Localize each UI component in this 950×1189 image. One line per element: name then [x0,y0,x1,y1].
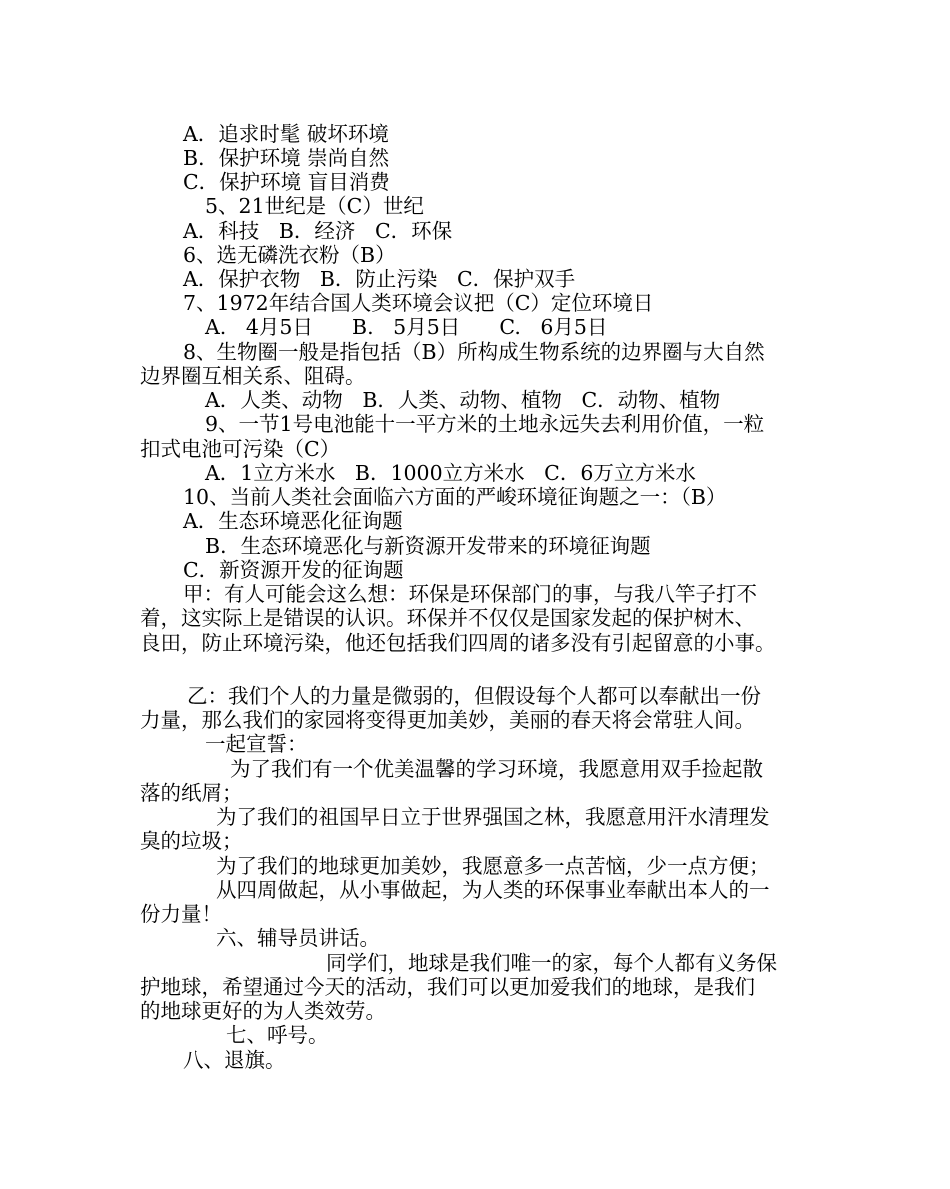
paragraph-line: 力量，那么我们的家园将变得更加美妙，美丽的春天将会常驻人间。 [140,708,755,732]
paragraph-line: 良田，防止环境污染，他还包括我们四周的诸多没有引起留意的小事。 [140,631,776,655]
section-heading: 八、退旗。 [183,1048,286,1072]
question-line: 6、选无磷洗衣粉（B） [183,243,396,267]
paragraph-line: 一起宣誓： [205,732,308,756]
option-line: A. 4月5日 B. 5月5日 C. 6月5日 [205,315,608,339]
paragraph-line: 同学们，地球是我们唯一的家，每个人都有义务保 [326,951,777,975]
option-line: C．新资源开发的征询题 [183,558,404,582]
option-line: B．生态环境恶化与新资源开发带来的环境征询题 [205,534,651,558]
option-line: A．追求时髦 破坏环境 [183,122,389,146]
question-line: 9、一节1号电池能十一平方米的土地永远失去利用价值，一粒 [205,412,765,436]
option-line: A．人类、动物 B．人类、动物、植物 C．动物、植物 [205,388,721,412]
oath-line: 为了我们的地球更加美妙，我愿意多一点苦恼，少一点方便； [216,854,770,878]
question-line: 边界圈互相关系、阻碍。 [140,364,366,388]
question-line: 8、生物圈一般是指包括（B）所构成生物系统的边界圈与大自然 [183,340,765,364]
section-heading: 六、辅导员讲话。 [216,926,380,950]
question-line: 5、21世纪是（C）世纪 [205,194,424,218]
option-line: A．科技 B．经济 C．环保 [183,219,453,243]
paragraph-line: 的地球更好的为人类效劳。 [140,999,386,1023]
paragraph-line: 着，这实际上是错误的认识。环保并不仅仅是国家发起的保护树木、 [140,606,755,630]
oath-line: 份力量！ [140,902,222,926]
paragraph-line: 护地球，希望通过今天的活动，我们可以更加爱我们的地球，是我们 [140,975,755,999]
question-line: 扣式电池可污染（C） [140,437,341,461]
paragraph-line: 乙：我们个人的力量是微弱的，但假设每个人都可以奉献出一份 [187,684,761,708]
question-line: 10、当前人类社会面临六方面的严峻环境征询题之一：（B） [183,485,727,509]
option-line: A．1立方米水 B．1000立方米水 C．6万立方米水 [205,461,696,485]
paragraph-line: 甲：有人可能会这么想：环保是环保部门的事，与我八竿子打不 [183,582,757,606]
option-line: B．保护环境 崇尚自然 [183,146,390,170]
oath-line: 为了我们有一个优美温馨的学习环境，我愿意用双手捡起散 [230,757,763,781]
option-line: A．生态环境恶化征询题 [183,509,403,533]
section-heading: 七、呼号。 [226,1023,329,1047]
oath-line: 为了我们的祖国早日立于世界强国之林，我愿意用汗水清理发 [216,805,770,829]
oath-line: 落的纸屑； [140,781,243,805]
option-line: C．保护环境 盲目消费 [183,170,390,194]
oath-line: 臭的垃圾； [140,829,243,853]
question-line: 7、1972年结合国人类环境会议把（C）定位环境日 [183,291,654,315]
oath-line: 从四周做起，从小事做起，为人类的环保事业奉献出本人的一 [216,878,770,902]
option-line: A．保护衣物 B．防止污染 C．保护双手 [183,267,576,291]
